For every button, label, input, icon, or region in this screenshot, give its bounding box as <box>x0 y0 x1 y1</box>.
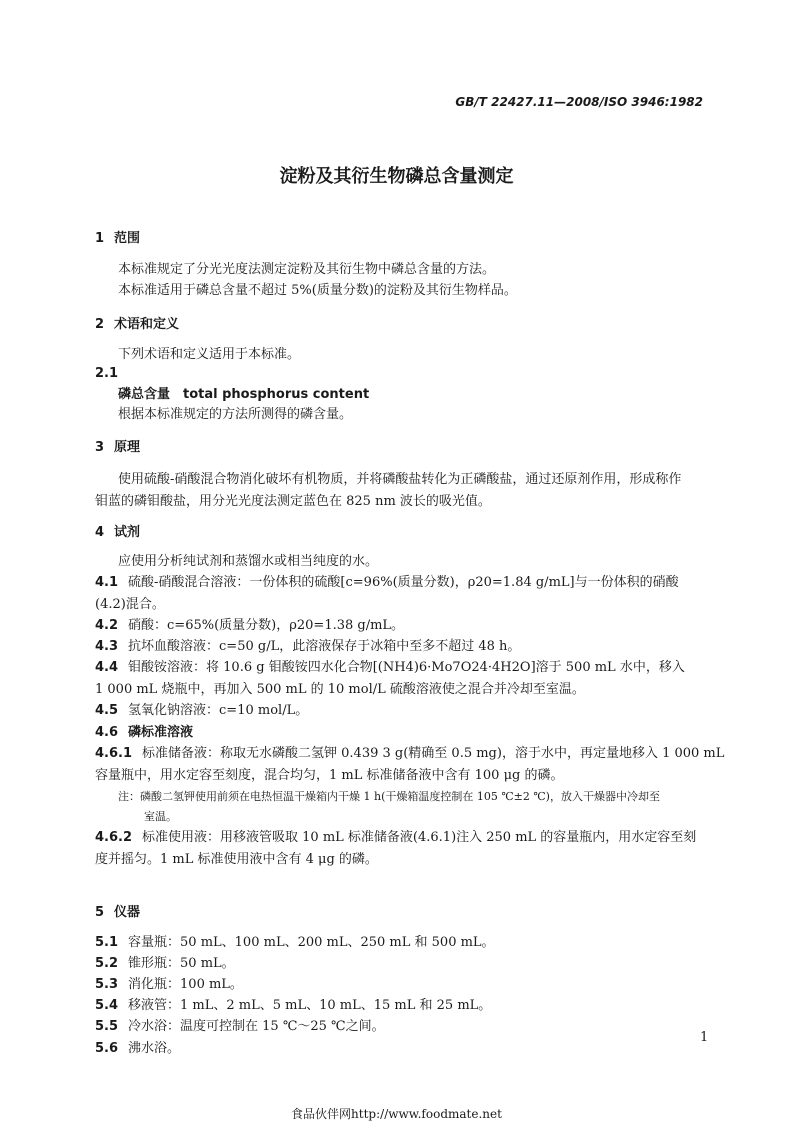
reagent-item: 4.5 氢氧化钠溶液：c=10 mol/L。 <box>95 703 309 718</box>
apparatus-item: 5.4 移液管：1 mL、2 mL、5 mL、10 mL、15 mL 和 25 mL。 <box>95 998 492 1013</box>
reagent-item: 4.6.1 标准储备液：称取无水磷酸二氢钾 0.439 3 g(精确至 0.5 mg)，溶于水中，再定量地移入 1 000 mL <box>95 746 725 761</box>
paragraph: 本标准规定了分光光度法测定淀粉及其衍生物中磷总含量的方法。 <box>118 262 496 277</box>
section-heading: 3 原理 <box>95 440 141 455</box>
reagent-item-cont: 度并摇匀。1 mL 标准使用液中含有 4 μg 的磷。 <box>95 852 378 867</box>
paragraph: 应使用分析纯试剂和蒸馏水或相当纯度的水。 <box>118 554 379 569</box>
note-cont: 室温。 <box>144 810 177 823</box>
apparatus-item: 5.1 容量瓶：50 mL、100 mL、200 mL、250 mL 和 500 mL。 <box>95 935 495 950</box>
section-heading: 2 术语和定义 <box>95 317 180 332</box>
definition: 根据本标准规定的方法所测得的磷含量。 <box>118 407 353 422</box>
paragraph: 本标准适用于磷总含量不超过 5%(质量分数)的淀粉及其衍生物样品。 <box>118 283 517 298</box>
reagent-item-cont: (4.2)混合。 <box>95 597 165 612</box>
term: 磷总含量 total phosphorus content <box>118 387 370 402</box>
apparatus-item: 5.2 锥形瓶：50 mL。 <box>95 956 235 971</box>
page-number: 1 <box>700 1030 709 1045</box>
section-heading: 4 试剂 <box>95 525 141 540</box>
paragraph: 钼蓝的磷钼酸盐，用分光光度法测定蓝色在 825 nm 波长的吸光值。 <box>95 494 491 509</box>
reagent-item-cont: 1 000 mL 烧瓶中，再加入 500 mL 的 10 mol/L 硫酸溶液使之混合并冷却至室温。 <box>95 682 585 697</box>
reagent-item: 4.6 磷标准溶液 <box>95 725 194 740</box>
reagent-item: 4.3 抗坏血酸溶液：c=50 g/L，此溶液保存于冰箱中至多不超过 48 h。 <box>95 639 521 654</box>
paragraph: 下列术语和定义适用于本标准。 <box>118 347 301 362</box>
footer-watermark: 食品伙伴网http://www.foodmate.net <box>291 1107 502 1121</box>
apparatus-item: 5.6 沸水浴。 <box>95 1041 181 1056</box>
standard-number: GB/T 22427.11—2008/ISO 3946:1982 <box>455 95 703 109</box>
clause-number: 2.1 <box>95 366 119 381</box>
reagent-item: 4.4 钼酸铵溶液：将 10.6 g 钼酸铵四水化合物[(NH4)6·Mo7O24·4H2O]溶于 500 mL 水中，移入 <box>95 660 685 675</box>
apparatus-item: 5.5 冷水浴：温度可控制在 15 ℃～25 ℃之间。 <box>95 1019 385 1034</box>
apparatus-item: 5.3 消化瓶：100 mL。 <box>95 977 243 992</box>
reagent-item: 4.6.2 标准使用液：用移液管吸取 10 mL 标准储备液(4.6.1)注入 250 mL 的容量瓶内，用水定容至刻 <box>95 830 697 845</box>
reagent-item: 4.2 硝酸：c=65%(质量分数)，ρ20=1.38 g/mL。 <box>95 618 405 633</box>
page-title: 淀粉及其衍生物磷总含量测定 <box>279 166 514 187</box>
section-heading: 1 范围 <box>95 231 141 246</box>
note: 注：磷酸二氢钾使用前须在电热恒温干燥箱内干燥 1 h(干燥箱温度控制在 105 ℃±2 ℃)，放入干燥器中冷却至 <box>118 790 660 803</box>
reagent-item-cont: 容量瓶中，用水定容至刻度，混合均匀，1 mL 标准储备液中含有 100 μg 的磷。 <box>95 768 564 783</box>
paragraph: 使用硫酸-硝酸混合物消化破坏有机物质，并将磷酸盐转化为正磷酸盐，通过还原剂作用，形成称作 <box>118 472 682 487</box>
section-heading: 5 仪器 <box>95 905 141 920</box>
reagent-item: 4.1 硫酸-硝酸混合溶液：一份体积的硫酸[c=96%(质量分数)，ρ20=1.84 g/mL]与一份体积的硝酸 <box>95 575 679 590</box>
